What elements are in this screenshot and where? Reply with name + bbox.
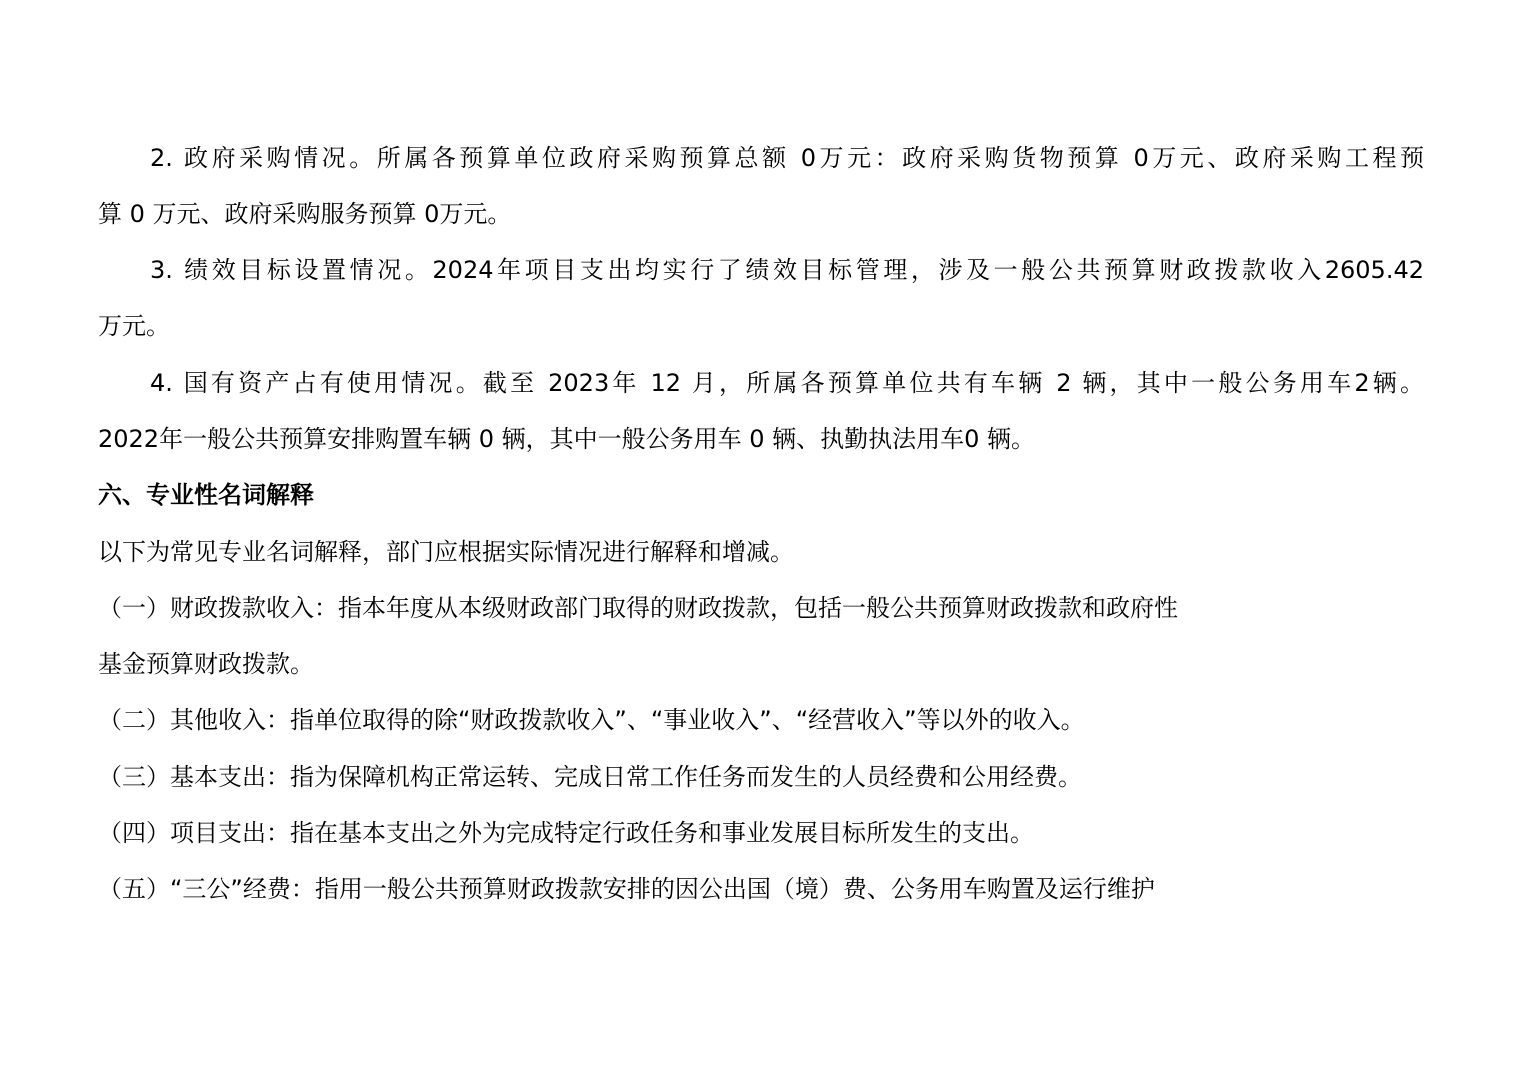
term-fiscal-income-line-1: （一）财政拨款收入：指本年度从本级财政部门取得的财政拨款，包括一般公共预算财政拨款和政府性	[98, 594, 1178, 622]
term-other-income: （二）其他收入：指单位取得的除“财政拨款收入”、“事业收入”、“经营收入”等以外的收入。	[98, 706, 1085, 734]
paragraph-terms-intro: 以下为常见专业名词解释，部门应根据实际情况进行解释和增减。	[98, 538, 794, 566]
term-fiscal-income-line-2: 基金预算财政拨款。	[98, 650, 314, 678]
paragraph-procurement-line-2: 算 0 万元、政府采购服务预算 0万元。	[98, 200, 512, 228]
term-three-public-expenses: （五）“三公”经费：指用一般公共预算财政拨款安排的因公出国（境）费、公务用车购置及运行维护	[98, 875, 1155, 903]
paragraph-performance-line-1: 3. 绩效目标设置情况。2024年项目支出均实行了绩效目标管理，涉及一般公共预算财政拨款收入2605.42	[150, 256, 1424, 284]
paragraph-assets-line-2: 2022年一般公共预算安排购置车辆 0 辆，其中一般公务用车 0 辆、执勤执法用车0 辆。	[98, 425, 1036, 453]
paragraph-procurement-line-1: 2. 政府采购情况。所属各预算单位政府采购预算总额 0万元：政府采购货物预算 0万元、政府采购工程预	[150, 144, 1424, 172]
term-project-expenditure: （四）项目支出：指在基本支出之外为完成特定行政任务和事业发展目标所发生的支出。	[98, 819, 1034, 847]
term-basic-expenditure: （三）基本支出：指为保障机构正常运转、完成日常工作任务而发生的人员经费和公用经费。	[98, 763, 1082, 791]
paragraph-performance-line-2: 万元。	[98, 312, 170, 340]
section-heading-terms: 六、专业性名词解释	[98, 481, 314, 509]
paragraph-assets-line-1: 4. 国有资产占有使用情况。截至 2023年 12 月，所属各预算单位共有车辆 2 辆，其中一般公务用车2辆。	[150, 369, 1424, 397]
